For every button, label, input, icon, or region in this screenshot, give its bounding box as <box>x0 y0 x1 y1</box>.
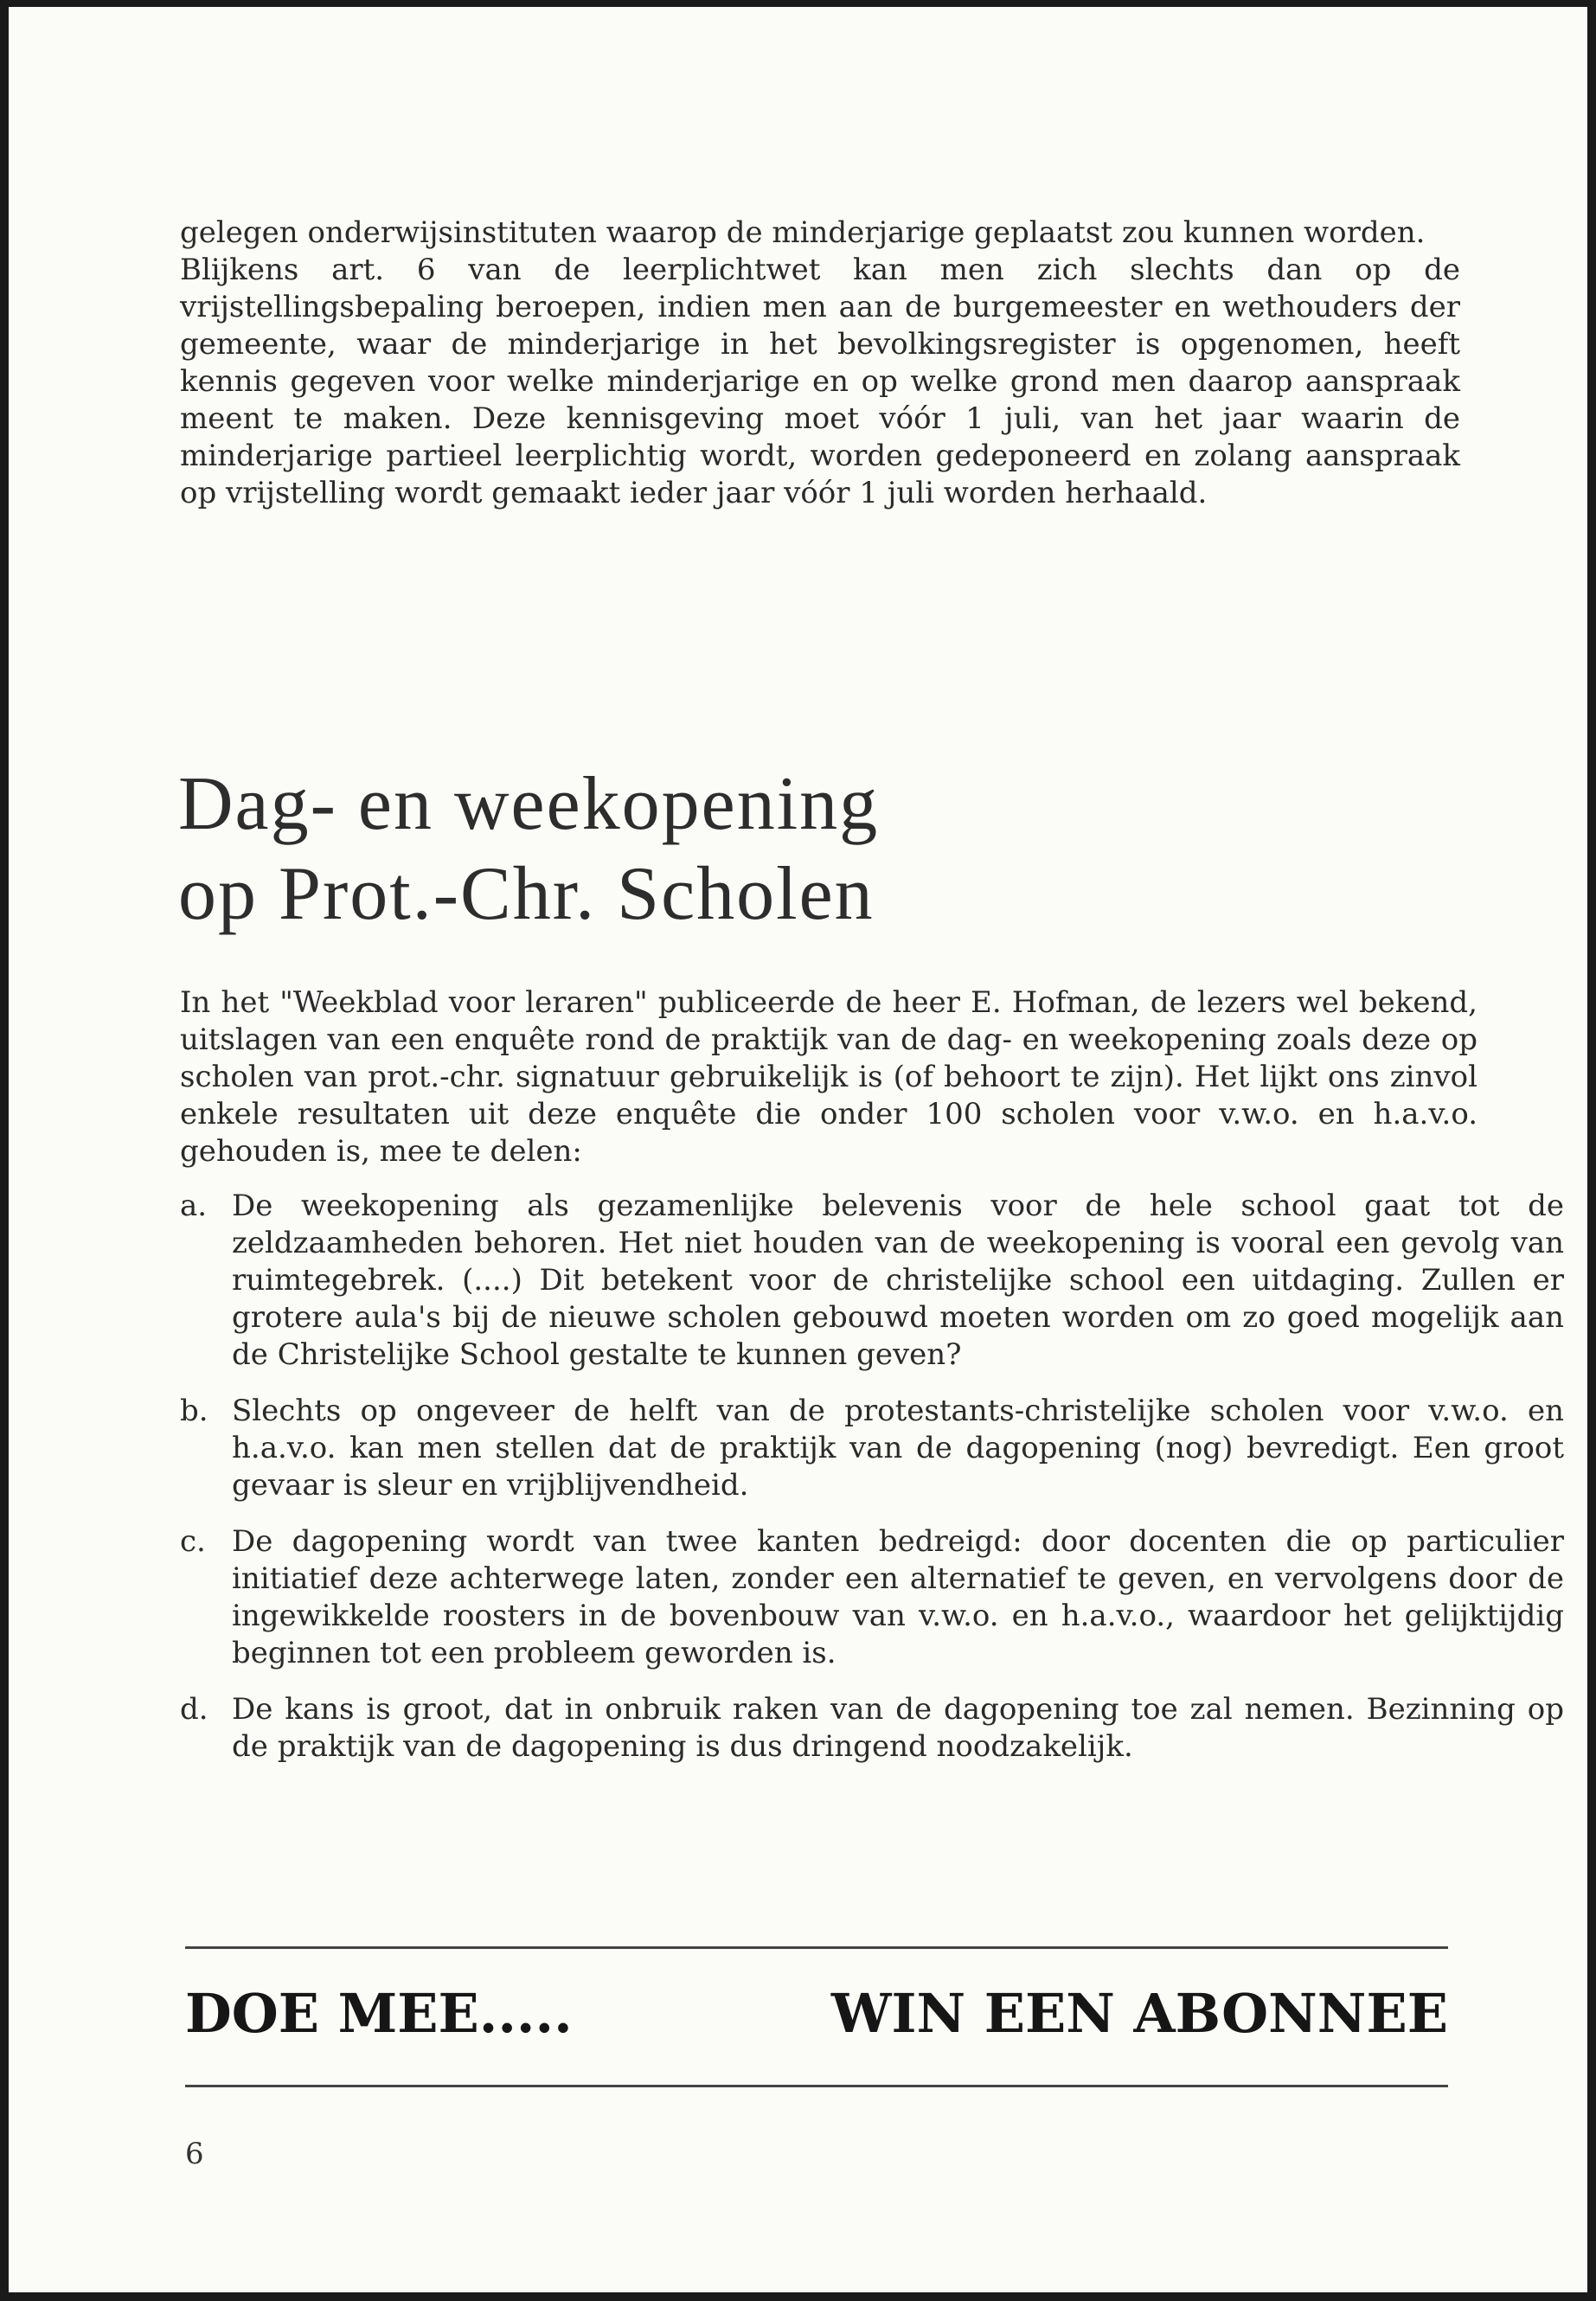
list-item <box>180 1188 1564 1374</box>
list-item-marker: b. <box>180 1394 208 1428</box>
intro-paragraph: gelegen onderwijsinstituten waarop de minderjarige geplaatst zou kunnen worden. <box>180 215 1426 250</box>
list-item <box>180 1523 1564 1672</box>
article-lead-paragraph: In het "Weekblad voor leraren" publiceerde de heer E. Hofman, de lezers wel bekend, uitslagen van een enquête rond de praktijk van de dag- en weekopening zoals deze op scholen van prot.-chr. signatuur gebruikelijk is (of behoort te zijn). Het lijkt ons zinvol enkele resultaten uit deze enquête die onder 100 scholen voor v.w.o. en h.a.v.o. gehouden is, mee te delen: <box>180 985 1477 1169</box>
list-item <box>180 1393 1564 1504</box>
banner-right-text: WIN EEN ABONNEE <box>830 1982 1448 2045</box>
list-item-text: De weekopening als gezamenlijke belevenis voor de hele school gaat tot de zeldzaamheden behoren. Het niet houden van de weekopening is vooral een gevolg van ruimtegebrek. (....) Dit betekent voor de christelijke school een uitdaging. Zullen er grotere aula's bij de nieuwe scholen gebouwd moeten worden om zo goed mogelijk aan de Christelijke School gestalte te kunnen geven? <box>232 1189 1564 1372</box>
article-title-line-1: Dag- en weekopening <box>178 762 880 846</box>
list-item-marker: a. <box>180 1189 208 1223</box>
intro-section <box>180 215 1460 512</box>
intro-paragraph: Blijkens art. 6 van de leerplichtwet kan men zich slechts dan op de vrijstellingsbepaling beroepen, indien men aan de burgemeester en wethouders der gemeente, waar de minderjarige in het bevolkingsregister is opgenomen, heeft kennis gegeven voor welke minderjarige en op welke grond men daarop aanspraak meent te maken. Deze kennisgeving moet vóór 1 juli, van het jaar waarin de minderjarige partieel leerplichtig wordt, worden gedeponeerd en zolang aanspraak op vrijstelling wordt gemaakt ieder jaar vóór 1 juli worden herhaald. <box>180 253 1460 510</box>
banner-bottom-divider <box>185 2085 1448 2087</box>
list-item-text: De kans is groot, dat in onbruik raken van de dagopening toe zal nemen. Bezinning op de praktijk van de dagopening is dus dringend noodzakelijk. <box>232 1692 1564 1764</box>
list-item-text: De dagopening wordt van twee kanten bedreigd: door docenten die op particulier initiatief deze achterwege laten, zonder een alternatief te geven, en vervolgens door de ingewikkelde roosters in de bovenbouw van v.w.o. en h.a.v.o., waardoor het gelijktijdig beginnen tot een probleem geworden is. <box>232 1524 1564 1670</box>
list-item-marker: d. <box>180 1692 208 1727</box>
list-item-marker: c. <box>180 1524 206 1559</box>
list-item-text: Slechts op ongeveer de helft van de protestants-christelijke scholen voor v.w.o. en h.a.v.o. kan men stellen dat de praktijk van de dagopening (nog) bevredigt. Een groot gevaar is sleur en vrijblijvendheid. <box>232 1394 1564 1503</box>
page-number: 6 <box>185 2137 204 2171</box>
list-item <box>180 1691 1564 1766</box>
findings-list <box>180 1188 1564 1766</box>
article-body <box>180 984 1564 1785</box>
banner-top-divider <box>185 1946 1448 1949</box>
banner-left-text: DOE MEE..... <box>185 1982 573 2045</box>
article-title <box>178 760 1303 939</box>
subscription-banner <box>185 1979 1448 2048</box>
article-title-line-2: op Prot.-Chr. Scholen <box>178 852 875 936</box>
